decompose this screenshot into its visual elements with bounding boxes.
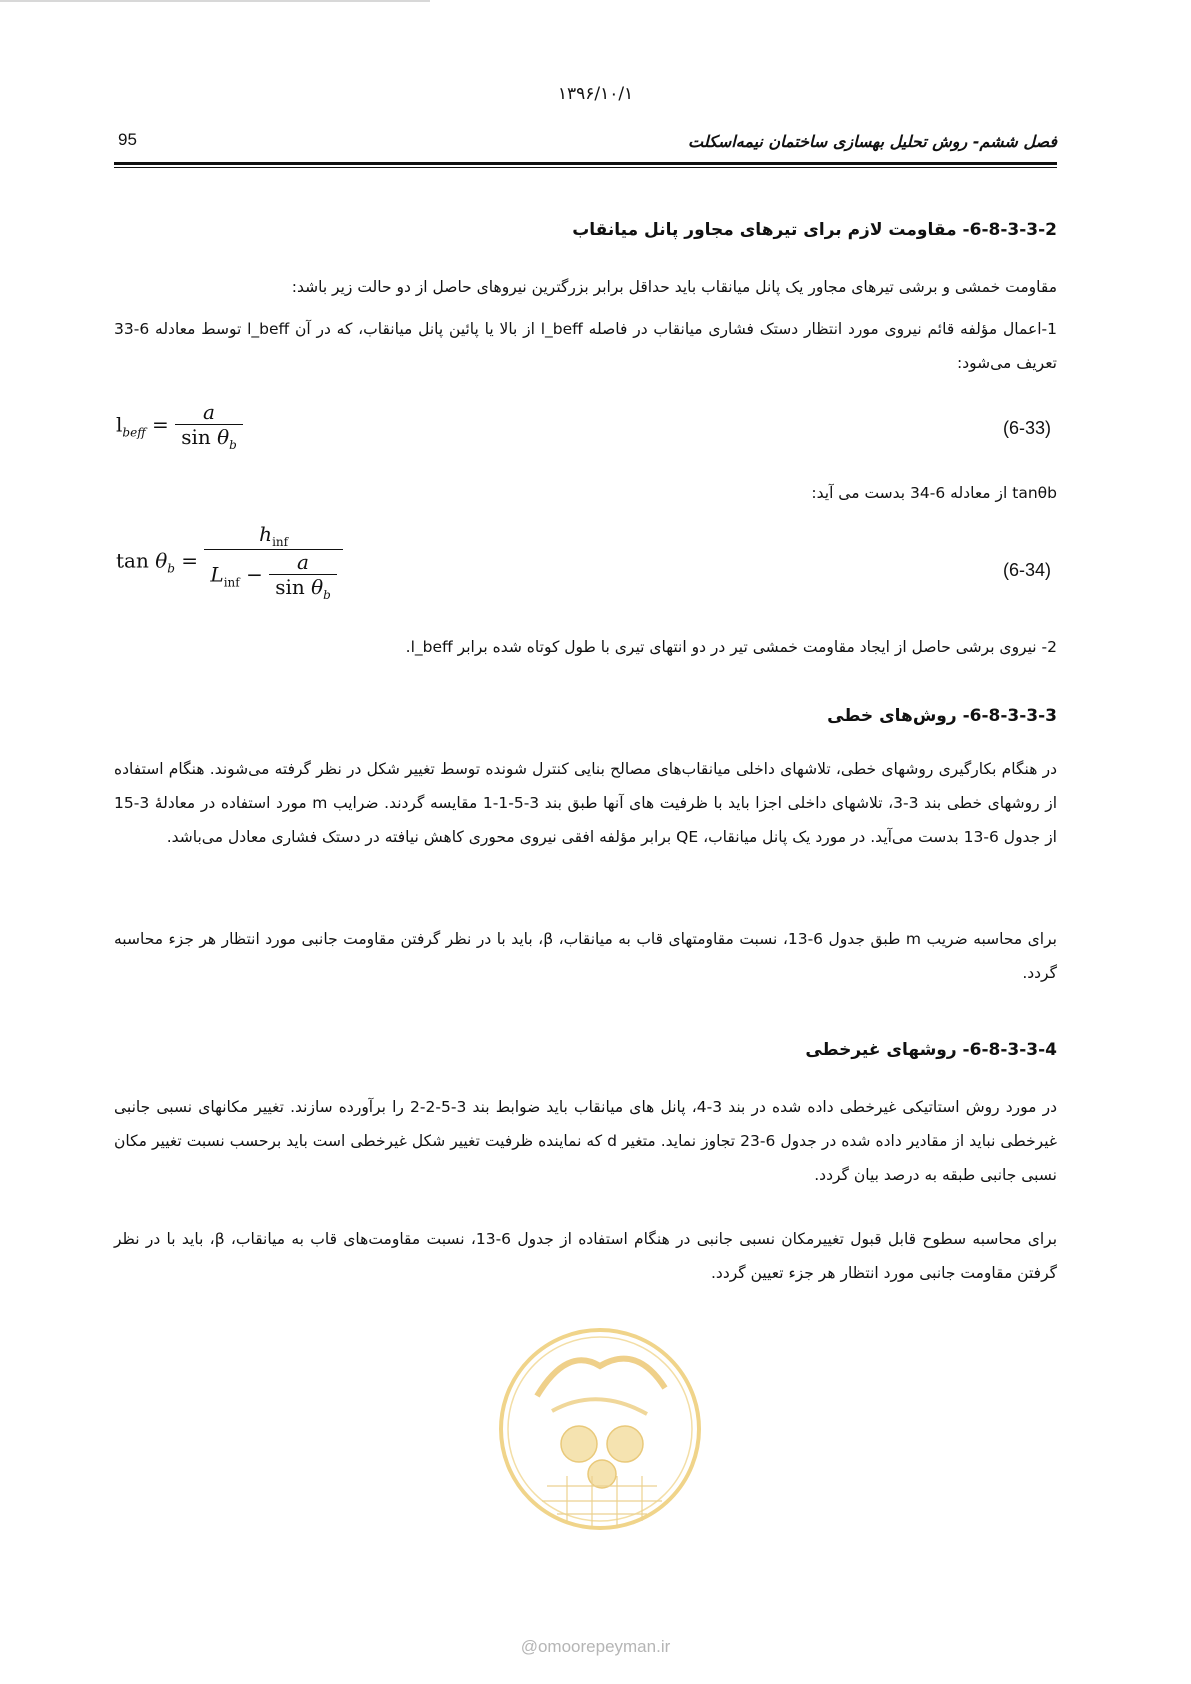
equation-number-6-33: (6-33) [1002, 418, 1051, 438]
omoorepeyman-seal-logo [497, 1326, 703, 1532]
section2-paragraph-1: در هنگام بکارگیری روشهای خطی، تلاشهای داخلی میانقاب‌های مصالح بنایی کنترل شونده توسط تغییر شکل در نظر گرفته می‌شوند. هنگام استفاده از روشهای خطی بند 3-3، تلاشهای داخلی اجزا باید با ظرفیت های آنها طبق بند 3-5-1-1 مقایسه گردند. ضرایب m مورد استفاده در معادلهٔ 3-15 از جدول 6-13 بدست می‌آید. در مورد یک پانل میانقاب، QE برابر مؤلفه افقی نیروی محوری کاهش نیافته در دستک فشاری معادل می‌باشد. [114, 760, 1057, 846]
equation-number-6-34: (6-34) [1002, 560, 1051, 580]
section2-paragraph-2: برای محاسبه ضریب m طبق جدول 6-13، نسبت مقاومتهای قاب به میانقاب، β، باید با در نظر گرفتن مقاومت جانبی مورد انتظار هر جزء محاسبه گردد. [114, 930, 1057, 982]
document-date: ۱۳۹۶/۱۰/۱ [557, 84, 634, 104]
section1-item-2: 2- نیروی برشی حاصل از ایجاد مقاومت خمشی تیر در دو انتهای تیری با طول کوتاه شده برابر l_beff. [405, 638, 1057, 656]
section-heading-6-8-3-3-3: 6-8-3-3-3- روش‌های خطی [827, 706, 1057, 726]
tan-theta-text: tanθb از معادله 6-34 بدست می آید: [811, 484, 1057, 502]
section3-paragraph-2: برای محاسبه سطوح قابل قبول تغییرمکان نسبی جانبی در هنگام استفاده از جدول 6-13، نسبت مقاومت‌های قاب به میانقاب، β، باید با در نظر گرفتن مقاومت جانبی مورد انتظار هر جزء تعیین گردد. [114, 1230, 1058, 1282]
section-heading-6-8-3-3-2: 6-8-3-3-2- مقاومت لازم برای تیرهای مجاور پانل میانقاب [572, 220, 1057, 240]
header-rule-thin [114, 167, 1057, 168]
section-heading-6-8-3-3-4: 6-8-3-3-4- روشهای غیرخطی [805, 1040, 1057, 1060]
top-edge-line [0, 0, 430, 2]
section3-paragraph-1: در مورد روش استاتیکی غیرخطی داده شده در بند 3-4، پانل های میانقاب باید ضوابط بند 3-5-2-2 را برآورده سازند. تغییر مکانهای نسبی جانبی غیرخطی نباید از مقادیر داده شده در جدول 6-23 تجاوز نماید. متغیر d که نماینده ظرفیت تغییر شکل غیرخطی است باید برحسب نسبت تغییر مکان نسبی جانبی طبقه به درصد بیان گردد. [114, 1098, 1057, 1184]
header-rule-thick [114, 162, 1057, 165]
section1-paragraph-2: 1-اعمال مؤلفه قائم نیروی مورد انتظار دستک فشاری میانقاب در فاصله l_beff از بالا یا پائین پانل میانقاب، که در آن l_beff توسط معادله 6-33 تعریف می‌شود: [114, 320, 1057, 372]
equation-6-34: $\tan \theta_b$ = $h_{inf}$ $L_{inf}$ − $\frac{a}{\sin \theta_b}$ [116, 522, 343, 602]
equation-6-33: $l_{beff}$ = $\frac{a}{\sin \theta_b}$ [116, 400, 243, 452]
section1-paragraph-1: مقاومت خمشی و برشی تیرهای مجاور یک پانل میانقاب باید حداقل برابر بزرگترین نیروهای حاصل از دو حالت زیر باشد: [291, 278, 1057, 296]
chapter-title: فصل ششم- روش تحلیل بهسازی ساختمان نیمه‌اسکلت [688, 132, 1057, 151]
page-number: 95 [118, 130, 137, 149]
website-watermark: @omoorepeyman.ir [520, 1637, 671, 1656]
